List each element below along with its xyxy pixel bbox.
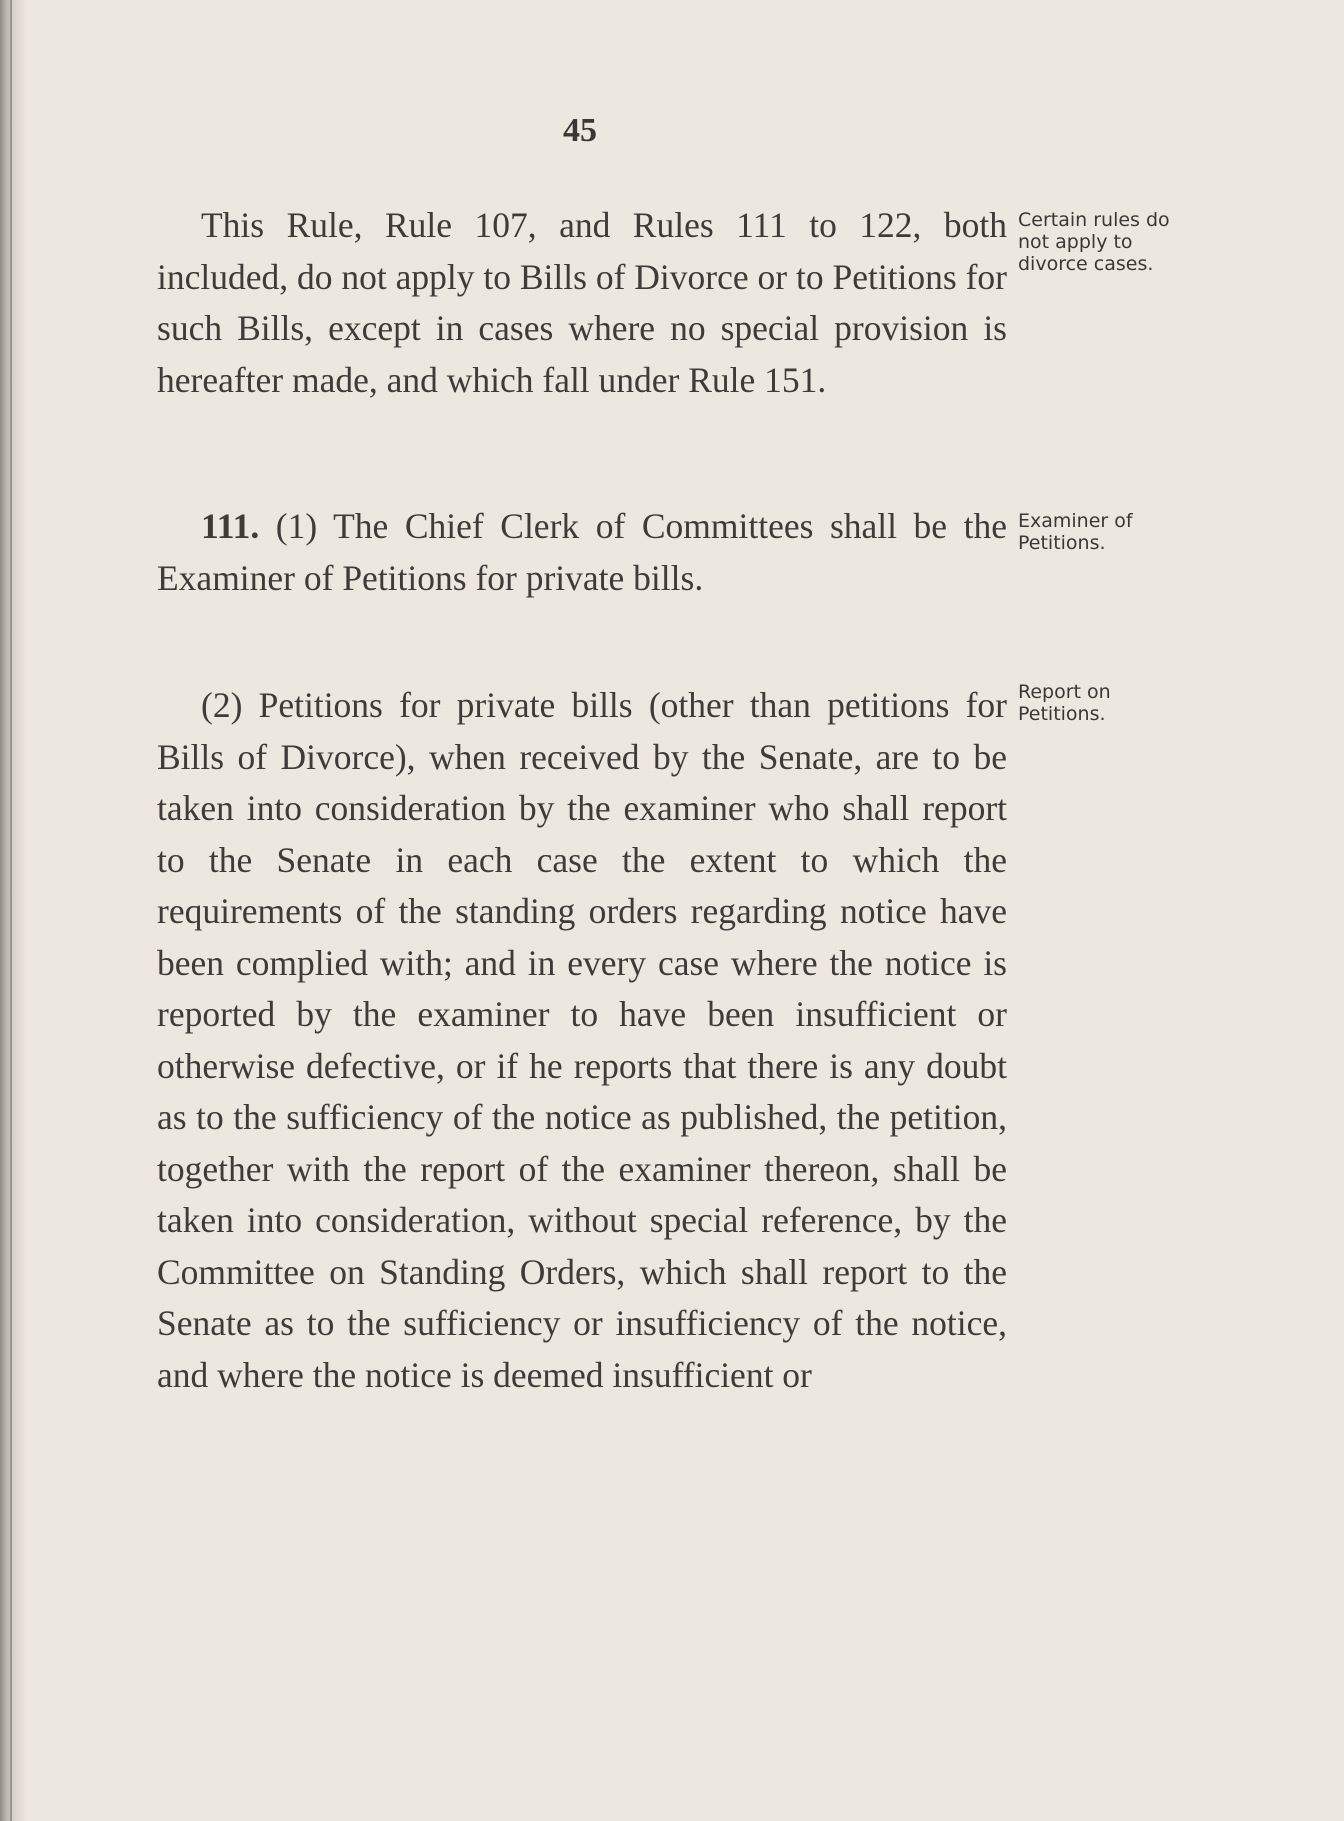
margin-note-divorce-cases: Certain rules do not apply to divorce cases. <box>1018 209 1170 275</box>
binding-crease <box>10 0 12 1821</box>
paragraph-divorce-exception <box>157 200 1007 406</box>
paragraph-body <box>157 501 1007 604</box>
margin-note-examiner: Examiner of Petitions. <box>1018 510 1133 554</box>
paragraph-text: This Rule, Rule 107, and Rules 111 to 122, both included, do not apply to Bills of Divorce or to Petitions for such Bills, except in cases where no special provision is hereafter made, and which fall under Rule 151. <box>157 205 1007 400</box>
paragraph-rule-111 <box>157 501 1007 604</box>
paragraph-text: (2) Petitions for private bills (other than petitions for Bills of Divorce), when received by the Senate, are to be taken into consideration by the examiner who shall report to the Senate in each case the extent to which the requirements of the standing orders regarding notice have been complied with; and in every case where the notice is reported by the examiner to have been insufficient or otherwise defective, or if he reports that there is any doubt as to the sufficiency of the notice as published, the petition, together with the report of the examiner thereon, shall be taken into consideration, without special reference, by the Committee on Standing Orders, which shall report to the Senate as to the sufficiency or insufficiency of the notice, and where the notice is deemed insufficient or <box>157 685 1007 1395</box>
paragraph-report-on-petitions <box>157 680 1007 1401</box>
margin-note-report: Report on Petitions. <box>1018 681 1111 725</box>
rule-number: 111. <box>201 506 260 546</box>
page-number: 45 <box>563 112 597 149</box>
paragraph-text: (1) The Chief Clerk of Committees shall be the Examiner of Petitions for private bills. <box>157 506 1007 598</box>
page-binding-edge <box>0 0 26 1821</box>
